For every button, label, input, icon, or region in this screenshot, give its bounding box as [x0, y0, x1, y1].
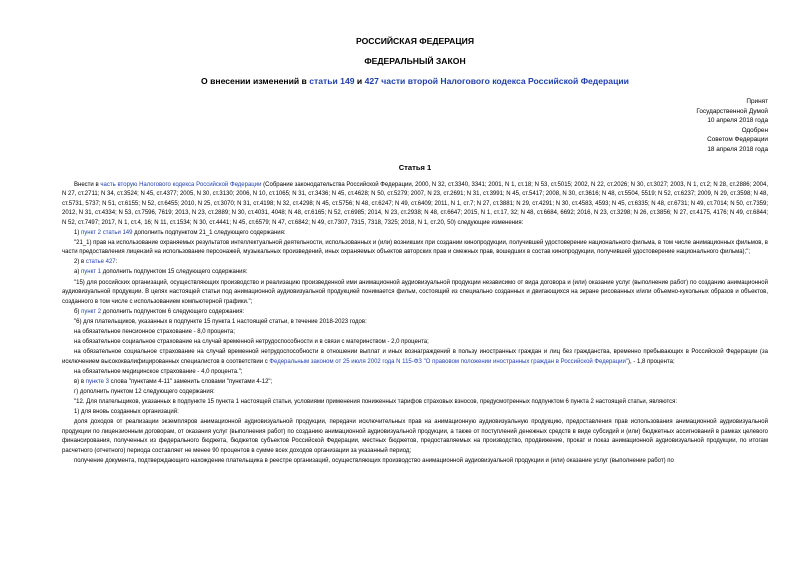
link-article-427[interactable]: 427 части второй Налогового кодекса Российской Федерации [364, 76, 629, 86]
paragraph: на обязательное социальное страхование на случай временной нетрудоспособности и в связи с материнством - 2,0 процента; [74, 338, 429, 345]
paragraph: доля доходов от реализации экземпляров анимационной аудиовизуальной продукции, передачи исключительных прав на анимационную аудиовизуальную продукцию, предоставления прав использования анимационной аудиовизуальной продукции по лицензионным договорам, от оказания услуг (выполнения работ) по созданию анимационной аудиовизуальной продукции, а также от поступлений денежных средств в виде субсидий и (или) бюджетных ассигнований в рамках целевого финансирования, полученных из федерального бюджета, бюджетов субъектов Российской Федерации, местных бюджетов, предоставляемых на производство, продвижение, прокат и показ анимационной аудиовизуальной продукции, по итогам расчетного (отчетного) периода составляет не менее 90 процентов в сумме всех доходов организации за указанный период; [62, 419, 768, 454]
paragraph: "15) для российских организаций, осуществляющих производство и реализацию произведенной ими анимационной аудиовизуальной продукции независимо от вида договора и (или) оказание услуг (выполнение работ) по созданию анимационной аудиовизуальной продукции. В целях настоящей статьи под анимационной аудиовизуальной продукцией понимается фильм, состоящий из специально созданных и двигающихся на экране рисованных и/или объемно-кукольных образов и объектов, созданного в том числе с использованием компьютерной графики."; [62, 279, 768, 305]
paragraph: "21_1) прав на использование охраняемых результатов интеллектуальной деятельности, использованных и (или) возникших при создании кинопродукции, получившей удостоверение национального фильма, в том числе анимационных фильмов, в части предоставления лицензий на использование персонажей, музыкальных произведений, иных охраняемых объектов авторских прав и смежных прав, вошедших в состав кинопродукции, получившей удостоверение национального фильма);"; [62, 239, 768, 256]
paragraph: на обязательное пенсионное страхование - 8,0 процента; [74, 328, 235, 335]
link-clause-1[interactable]: пункт 1 [81, 269, 102, 276]
paragraph [62, 229, 768, 239]
document-title-law-type: ФЕДЕРАЛЬНЫЙ ЗАКОН [364, 56, 466, 66]
paragraph [62, 268, 768, 278]
adoption-line: 10 апреля 2018 года [707, 117, 768, 125]
link-clause-2-art-149[interactable]: пункт 2 статьи 149 [81, 229, 133, 236]
text: дополнить подпунктом 6 следующего содержания: [101, 308, 245, 315]
text: б) [74, 308, 82, 315]
text: в) в [74, 378, 86, 385]
article-heading: Статья 1 [398, 162, 432, 172]
text: 2) в [74, 259, 86, 266]
text: дополнить подпунктом 15 следующего содержания: [101, 269, 248, 276]
text: дополнить подпунктом 21_1 следующего содержания: [132, 229, 286, 236]
paragraph [62, 378, 768, 388]
text: на обязательное социальное страхование на случай временной нетрудоспособности в отношении выплат и иных вознаграждений в пользу иностранных граждан и лиц без гражданства, временно пребывающих в Российской Федерации (за исключением высококвалифицированных специалистов в соответствии с [62, 349, 768, 365]
paragraph: на обязательное медицинское страхование - 4,0 процента."; [74, 368, 243, 375]
link-clause-2[interactable]: пункт 2 [81, 308, 102, 315]
paragraph [62, 258, 768, 268]
text: ), - 1,8 процента; [627, 358, 675, 365]
adoption-line: Одобрен [741, 126, 768, 134]
link-tax-code-part2[interactable]: часть вторую Налогового кодекса Российской Федерации [100, 181, 262, 188]
paragraph: "6) для плательщиков, указанных в подпункте 15 пункта 1 настоящей статьи, в течение 2018-2023 годов: [74, 318, 367, 325]
paragraph: получение документа, подтверждающего нахождение плательщика в реестре организаций, осуществляющих производство анимационной аудиовизуальной продукции и (или) оказание услуг (выполнение работ) по [74, 457, 674, 464]
text: : [115, 259, 118, 266]
adoption-line: Принят [746, 98, 768, 105]
document-title-country: РОССИЙСКАЯ ФЕДЕРАЦИЯ [355, 36, 475, 46]
adoption-line: Советом Федерации [707, 136, 768, 144]
title-prefix: О внесении изменений в [201, 76, 310, 86]
paragraph: г) дополнить пунктом 12 следующего содержания: [74, 388, 215, 395]
document-page [62, 36, 768, 467]
adoption-line: 18 апреля 2018 года [707, 145, 768, 153]
link-article-149[interactable]: статьи 149 [309, 76, 355, 86]
adoption-block [62, 97, 768, 155]
text: слова "пунктами 4-11" заменить словами "пунктами 4-12"; [109, 378, 273, 385]
title-mid: и [354, 76, 365, 86]
link-art-427[interactable]: статье 427 [85, 259, 116, 266]
paragraph: "12. Для плательщиков, указанных в подпункте 15 пункта 1 настоящей статьи, условиями применения пониженных тарифов страховых взносов, предусмотренных подпунктом 6 пункта 2 настоящей статьи, являются: [74, 398, 678, 405]
link-federal-law-115[interactable]: Федеральным законом от 25 июля 2002 года N 115-ФЗ "О правовом положении иностранных граждан в Российской Федерации" [269, 358, 628, 365]
paragraph [62, 181, 768, 229]
link-clause-3[interactable]: пункте 3 [85, 378, 109, 385]
text: (Собрание законодательства Российской Федерации, 2000, N 32, ст.3340, 3341; 2001, N 1, ст.18; N 53, ст.5015; 2002, N 22, ст.2026; N 30, ст.3027; 2003, N 1, ст.2; N 28, ст.2886; 2004, N 27, ст.2711; N 34, ст.3524; N 45, ст.4377; 2005, N 30, ст.3130; 2006, N 10, ст.1065; N 31, ст.3436; N 45, ст.4628; N 50, ст.5279; 2007, N 23, ст.2691; N 31, ст.3991; N 45, ст.5417; 2008, N 30, ст.3616; N 48, ст.5504, 5519; N 52, ст.6237; 2009, N 29, ст.3598; N 48, ст.5731, 5737; N 51, ст.6155; N 52, ст.6455; 2010, N 25, ст.3070; N 31, ст.4198; N 32, ст.4298; N 45, ст.5756; N 48, ст.6247; N 49, ст.6409; 2011, N 1, ст.7; N 27, ст.3881; N 29, ст.4291; N 30, ст.4583, 4593; N 45, ст.6335; N 48, ст.6731; N 49, ст.7014; N 50, ст.7359; 2012, N 31, ст.4334; N 53, ст.7596, 7619; 2013, N 23, ст.2889; N 30, ст.4031, 4048; N 48, ст.6165; N 52, ст.6985; 2014, N 23, ст.2938; N 48, ст.6647; 2015, N 1, ст.17, 32; N 48, ст.6684, 6692; 2016, N 23, ст.3298; N 26, ст.3856; N 27, ст.4175, 4176; N 49, ст.6844; N 52, ст.7497; 2017, N 1, ст.4, 16; N 11, ст.1534; N 30, ст.4441; N 45, ст.6579; N 47, ст.6842; N 49, ст.7307, 7315, 7318, 7325; 2018, N 1, ст.20, 50) следующие изменения: [62, 181, 768, 226]
adoption-line: Государственной Думой [696, 107, 768, 115]
paragraph [62, 308, 768, 318]
paragraph: 1) для вновь созданных организаций: [74, 408, 179, 415]
text: 1) [74, 229, 82, 236]
text: а) [74, 269, 82, 276]
article-body [62, 181, 768, 467]
paragraph [62, 348, 768, 367]
document-title-subject [62, 76, 768, 87]
text: Внести в [74, 181, 101, 188]
